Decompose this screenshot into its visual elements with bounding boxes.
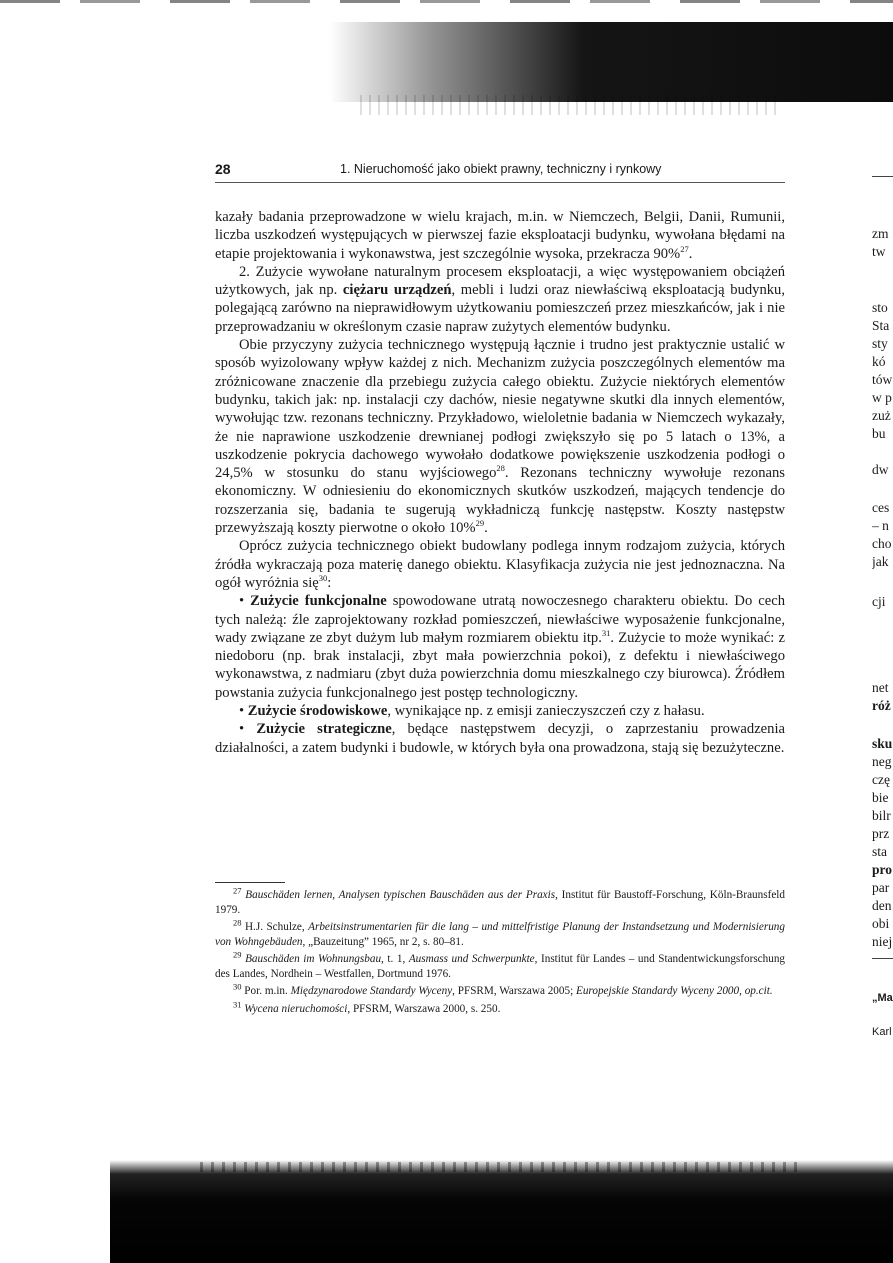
page-number: 28 [215, 161, 231, 177]
adjacent-text-fragment: zuż [872, 408, 891, 423]
footnote-28: $^{28}$ H.J. Schulze, Arbeitsinstrumentarien für die lang – und mittelfristige Planung der Instandsetzung und Modernisierung von Wohngebäuden, „Bauzeitung” 1965, nr 2, s. 80–81. [215, 917, 785, 948]
footnote-27: $^{27}$ Bauschäden lernen, Analysen typischen Bauschäden aus der Praxis, Institut für Baustoff-Forschung, Köln-Braunsfeld 1979. [215, 885, 785, 916]
footnote-30: $^{30}$ Por. m.in. Międzynarodowe Standardy Wyceny, PFSRM, Warszawa 2005; Europejskie Standardy Wyceny 2000, op.cit. [233, 981, 773, 997]
adjacent-text-fragment: tw [872, 244, 886, 259]
scan-top-edge [0, 0, 893, 3]
page-header [215, 160, 785, 183]
adjacent-text-fragment: tów [872, 372, 893, 387]
footnotes [215, 885, 786, 1019]
footnote-ref: 30 [318, 573, 328, 584]
adjacent-footnote-rule [872, 958, 893, 959]
running-head: 1. Nieruchomość jako obiekt prawny, techniczny i rynkowy [340, 162, 662, 176]
footnote-ref: 31 [601, 627, 611, 638]
footnote-ref: 29 [475, 518, 485, 529]
paragraph-4: Oprócz zużycia technicznego obiekt budowlany podlega innym rodzajom zużycia, których źródła wykraczają poza materię danego obiektu. Klasyfikacja zużycia nie jest jednoznaczna. Na ogół wyróżnia się$^{30}$: [215, 538, 785, 591]
adjacent-text-fragment: sku [872, 736, 893, 751]
bullet-icon: • [239, 703, 248, 720]
footnote-29: $^{29}$ Bauschäden im Wohnungsbau, t. 1, Ausmass und Schwerpunkte, Institut für Landes – und Standentwickungsforschung des Landes, Nordhein – Westfallen, Dortmund 1976. [215, 949, 786, 980]
adjacent-text-fragment: pro [872, 862, 893, 877]
bullet-icon: • [239, 593, 251, 610]
adjacent-text-fragment: par [872, 880, 890, 895]
adjacent-text-fragment: bie [872, 790, 889, 805]
adjacent-text-fragment: cho [872, 536, 892, 551]
footnote-ref: 27 [680, 243, 689, 254]
bullet-strategic: • Zużycie strategiczne, będące następstwem decyzji, o zaprzestaniu prowadzenia działalności, a zatem budynki i budowle, w których była ona prowadzona, stają się bezużyteczne. [215, 721, 785, 756]
adjacent-text-fragment: sto [872, 300, 888, 315]
adjacent-text-fragment: bu [872, 426, 886, 441]
adjacent-text-fragment: Karl [872, 1026, 892, 1038]
bullet-icon: • [239, 721, 257, 738]
adjacent-text-fragment: prz [872, 826, 890, 841]
adjacent-text-fragment: jak [872, 554, 889, 569]
adjacent-text-fragment: net [872, 680, 889, 695]
scan-noise-top [360, 95, 780, 115]
adjacent-text-fragment: sty [872, 336, 888, 351]
adjacent-text-fragment: Sta [872, 318, 890, 333]
bullet-environmental: • Zużycie środowiskowe, wynikające np. z emisji zanieczyszczeń czy z hałasu. [239, 703, 705, 720]
main-text [215, 208, 785, 757]
adjacent-text-fragment: róż [872, 698, 891, 713]
adjacent-text-fragment: zm [872, 226, 889, 241]
footnote-ref: 28 [496, 463, 505, 474]
adjacent-text-fragment: ces [872, 500, 890, 515]
adjacent-text-fragment: czę [872, 772, 890, 787]
paragraph-2: 2. Zużycie wywołane naturalnym procesem eksploatacji, a więc występowaniem obciążeń użytkowych, jak np. ciężaru urządzeń, mebli i ludzi oraz niewłaściwą eksploatacją budynku, polegającą zarówno na nieprawidłowym użytkowaniu pomieszczeń przez mieszkańców, jak i nie przeprowadzaniu w określonym czasie napraw zużytych elementów budynku. [215, 263, 785, 335]
footnote-31: $^{31}$ Wycena nieruchomości, PFSRM, Warszawa 2000, s. 250. [233, 998, 501, 1015]
adjacent-text-fragment: dw [872, 462, 889, 477]
footnote-divider [215, 882, 285, 883]
adjacent-page-edge [872, 0, 893, 1263]
adjacent-text-fragment: obi [872, 916, 890, 931]
scan-noise-bottom [200, 1162, 800, 1172]
adjacent-text-fragment: – n [872, 518, 889, 533]
bullet-functional: • Zużycie funkcjonalne spowodowane utratą nowoczesnego charakteru obiektu. Do cech tych należą: źle zaprojektowany rozkład pomieszczeń, niewłaściwe wyposażenie funkcjonalne, wady związane ze zbyt dużym lub małym rozmiarem obiektu itp.$^{31}$. Zużycie to może wynikać: z niedoboru (np. brak instalacji, zbyt mała powierzchnia pokoi), z defektu i niewłaściwego wykonawstwa, z nadmiaru (zbyt duża powierzchnia domu mieszkalnego czy biurowca). Źródłem powstania zużycia funkcjonalnego jest postęp technologiczny. [215, 593, 786, 701]
adjacent-text-fragment: niej [872, 934, 893, 949]
paragraph-1: kazały badania przeprowadzone w wielu krajach, m.in. w Niemczech, Belgii, Danii, Rumunii, liczba uszkodzeń występujących w pierwszej fazie eksploatacji budynku, wywołana błędami na etapie projektowania i wykonawstwa, jest szczególnie wysoka, przekracza 90%$^{27}$. [215, 209, 785, 262]
adjacent-header-rule [872, 176, 893, 177]
adjacent-text-fragment: kó [872, 354, 886, 369]
scan-shadow-bottom [110, 1160, 893, 1263]
adjacent-text-fragment: cji [872, 594, 886, 609]
adjacent-text-fragment: sta [872, 844, 887, 859]
adjacent-text-fragment: w p [872, 390, 892, 405]
adjacent-text-fragment: den [872, 898, 892, 913]
adjacent-text-fragment: neg [872, 754, 892, 769]
adjacent-text-fragment: „Ma [872, 992, 893, 1004]
scan-shadow-top [330, 22, 893, 102]
adjacent-text-fragment: bilr [872, 808, 891, 823]
paragraph-3: Obie przyczyny zużycia technicznego występują łącznie i trudno jest praktycznie ustalić w sposób wyizolowany wpływ każdej z nich. Mechanizm zużycia poszczególnych elementów ma zróżnicowane znaczenie dla przebiegu zużycia całego obiektu. Zużycie niektórych elementów budynku, takich jak: np. instalacji czy dachów, niesie negatywne skutki dla innych elementów, wywołując tzw. rezonans techniczny. Przykładowo, wieloletnie badania w Niemczech wykazały, że nie naprawione uszkodzenie drewnianej podłogi zwiększyło się po 5 latach o 13%, a uszkodzenie pokrycia dachowego wywołało dodatkowe powiększenie uszkodzenia podłogi o 24,5% w stosunku do stanu wyjściowego$^{28}$. Rezonans techniczny wywołuje rezonans ekonomiczny. W odniesieniu do ekonomicznych skutków uszkodzeń, mających tendencje do rozszerzania się, badania te sugerują wykładniczą funkcję następstw. Koszty następstw przewyższają koszty pierwotne o około 10%$^{29}$. [215, 337, 785, 537]
